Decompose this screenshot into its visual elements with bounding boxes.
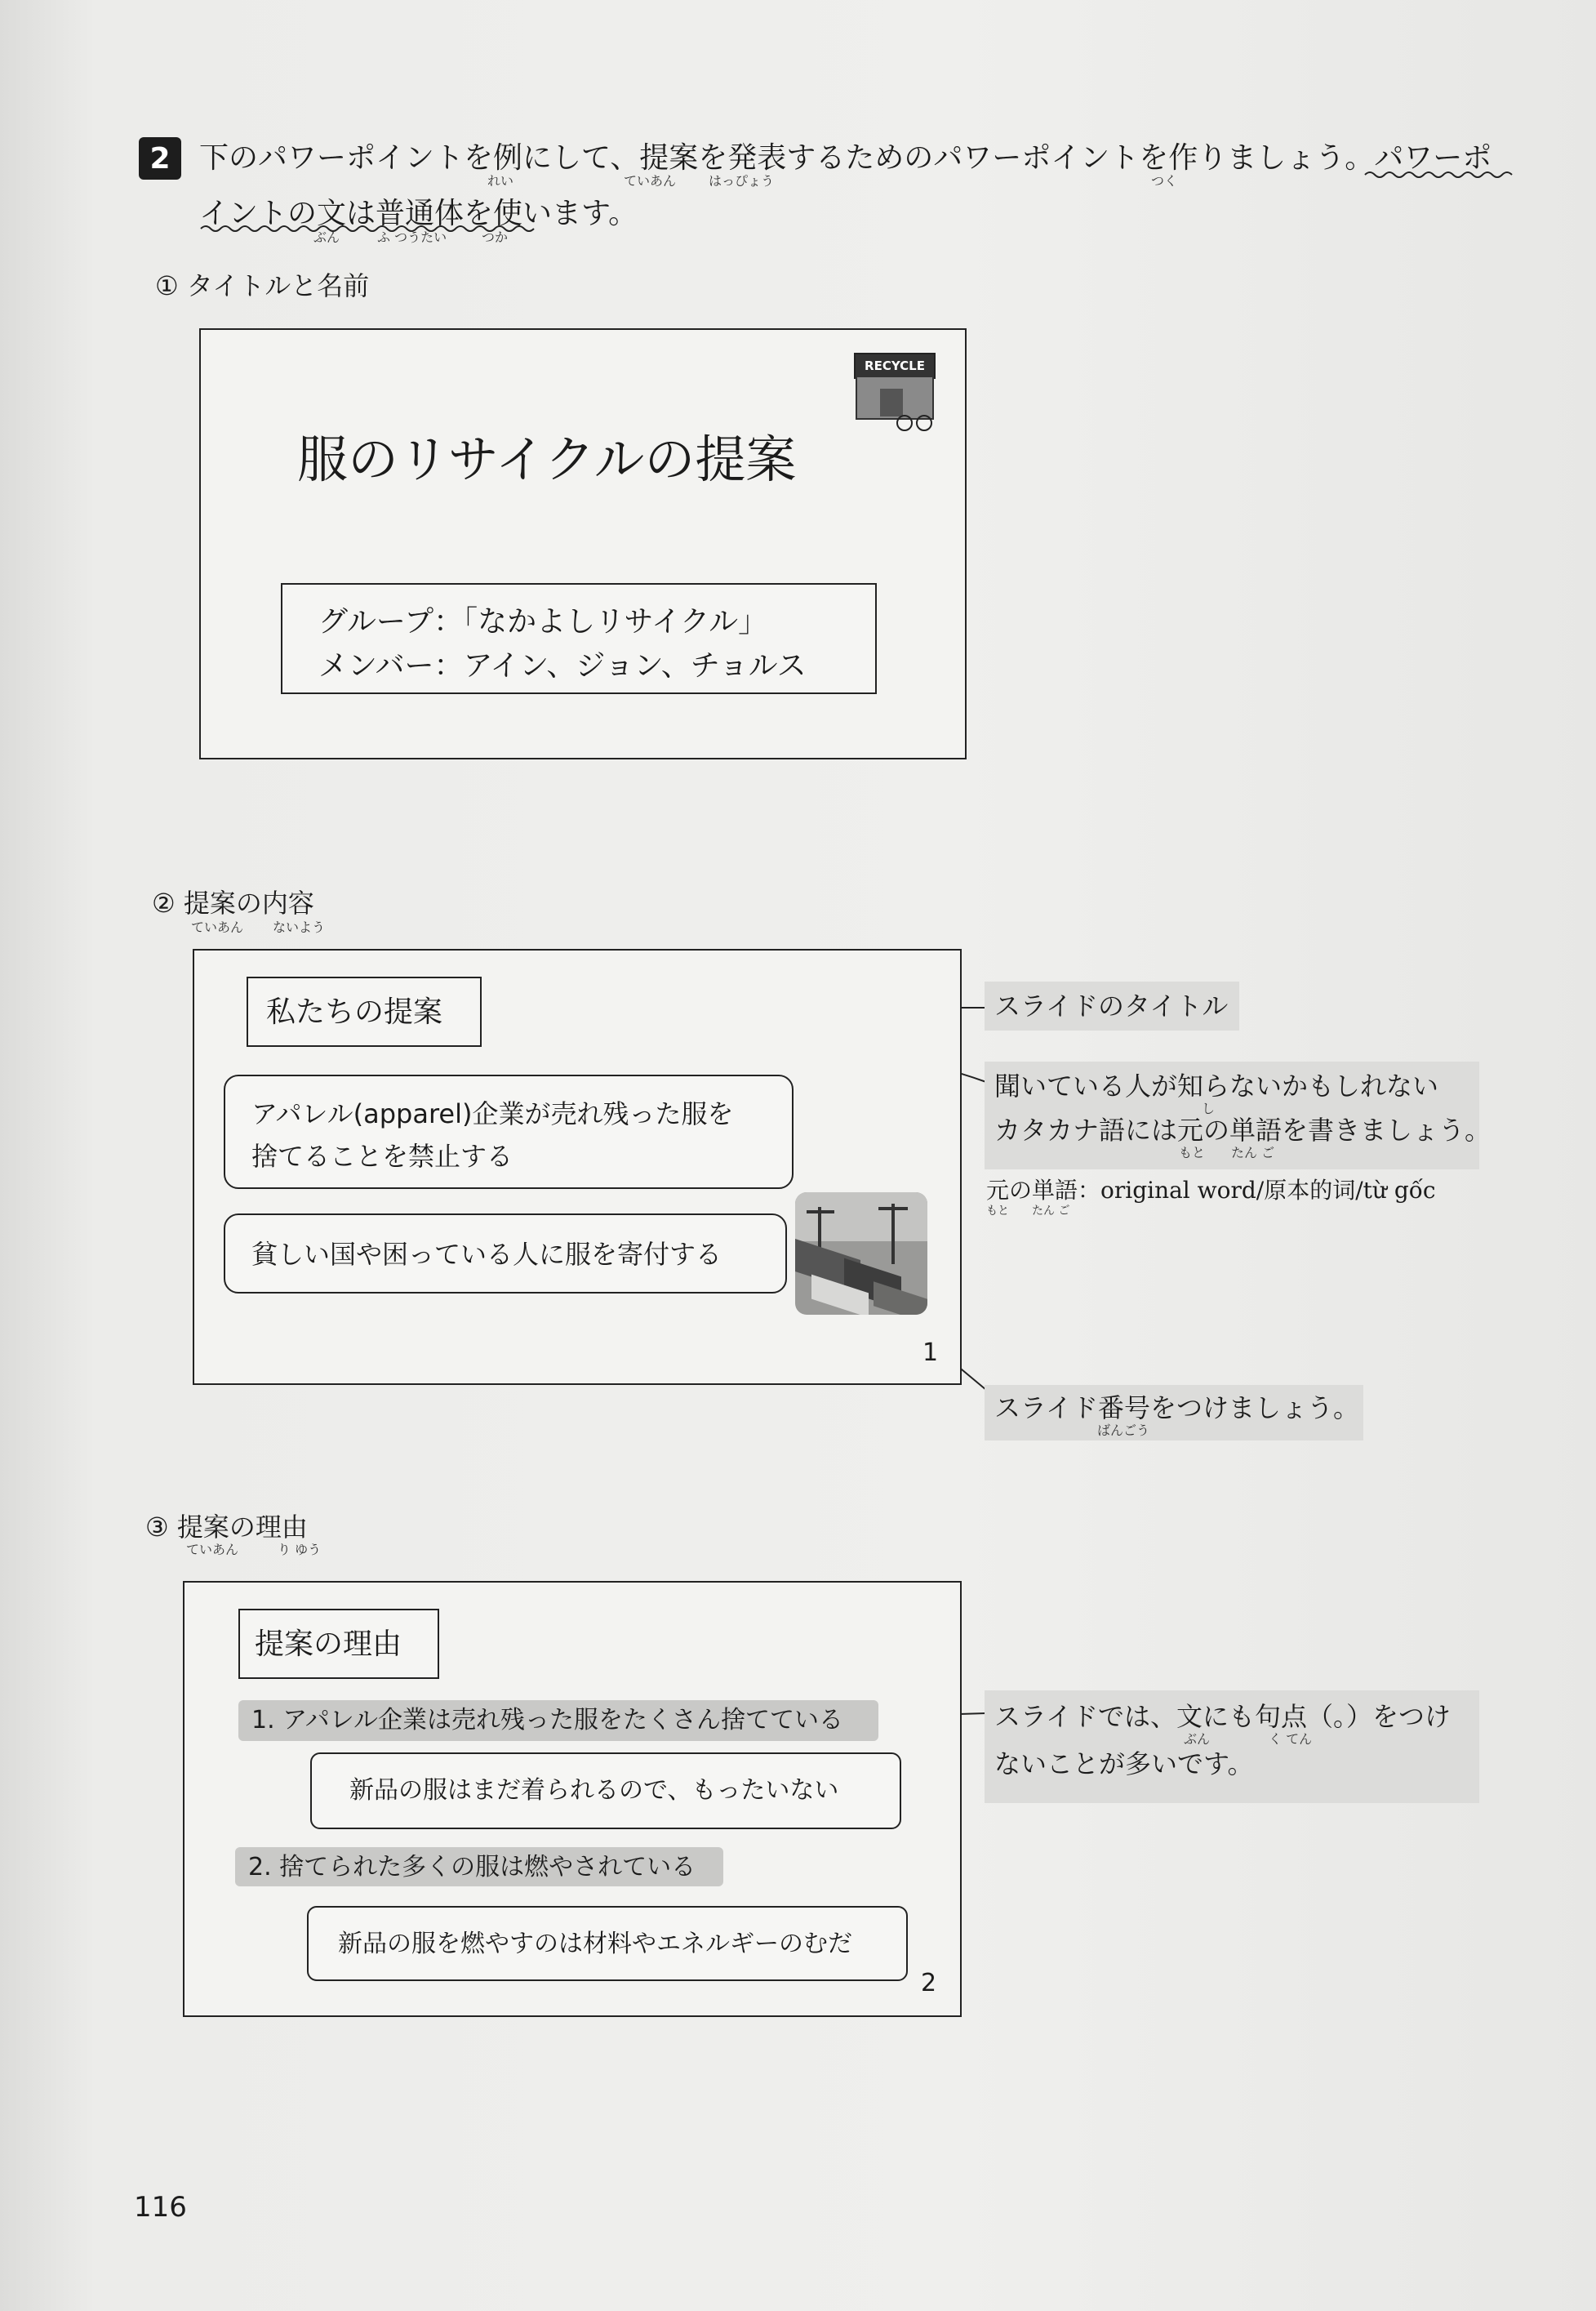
slide2-page-number: 1 xyxy=(922,1338,939,1367)
recycle-sign-text: RECYCLE xyxy=(865,358,925,373)
proposal-item-2-text: 貧しい国や困っている人に服を寄付する xyxy=(251,1239,722,1270)
slide-proposal-content xyxy=(193,949,962,1385)
wavy-underline-1 xyxy=(1365,172,1512,177)
note-katakana-line1: 聞いている人が知らないかもしれない xyxy=(994,1071,1439,1102)
section1-heading: ① タイトルと名前 xyxy=(155,270,370,301)
slide-title-name xyxy=(199,328,967,759)
ruby-tsuku: つく xyxy=(1151,173,1178,189)
proposal-item-1-line2: 捨てることを禁止する xyxy=(251,1141,513,1172)
note-slide-title-text: スライドのタイトル xyxy=(994,991,1229,1022)
proposal-item-1-line1: アパレル(apparel)企業が売れ残った服を xyxy=(251,1098,734,1129)
group-line: グループ：「なかよしリサイクル」 xyxy=(318,605,768,639)
note-katakana-ruby1: し xyxy=(1202,1101,1216,1116)
section2-ruby-2: ないよう xyxy=(273,920,326,935)
instruction-line-1: 下のパワーポイントを例にして、提案を発表するためのパワーポイントを作りましょう。パワーポ xyxy=(199,141,1492,175)
proposal-item-2 xyxy=(224,1213,787,1294)
note-period-ruby1: ぶん xyxy=(1184,1731,1211,1747)
ruby-happyou: はっぴょう xyxy=(709,173,775,189)
recycle-door xyxy=(880,389,903,416)
bicycle-icon xyxy=(896,413,932,430)
note-period xyxy=(985,1690,1479,1803)
slide1-title: 服のリサイクルの提案 xyxy=(297,430,797,489)
reason-2-detail-box xyxy=(307,1906,908,1981)
note-slide-number xyxy=(985,1385,1363,1440)
slide1-names-box xyxy=(281,583,877,694)
note-slide-number-ruby: ばんごう xyxy=(1097,1423,1150,1438)
note-katakana-line2: カタカナ語には元の単語を書きましょう。 xyxy=(994,1115,1492,1146)
reason-2-detail: 新品の服を燃やすのは材料やエネルギーのむだ xyxy=(338,1930,852,1958)
section3-heading: ③ 提案の理由 xyxy=(145,1512,308,1543)
page-number: 116 xyxy=(134,2191,187,2224)
note-katakana xyxy=(985,1062,1492,1169)
proposal-item-1 xyxy=(224,1075,794,1189)
reason-1-highlight xyxy=(238,1700,878,1741)
vocab-ruby: もと たん ご xyxy=(986,1204,1070,1218)
wavy-underline-2 xyxy=(201,226,534,231)
slide-reasons xyxy=(183,1581,962,2017)
note-katakana-ruby2: もと たん ご xyxy=(1179,1145,1275,1160)
reason-1-detail-box xyxy=(310,1752,901,1829)
ruby-bun: ぶん xyxy=(313,229,340,245)
ruby-teian: ていあん xyxy=(624,173,677,189)
section2-ruby-1: ていあん xyxy=(191,920,244,935)
note-slide-number-text: スライド番号をつけましょう。 xyxy=(994,1392,1360,1423)
exercise-number: 2 xyxy=(149,141,171,176)
recycle-illustration xyxy=(851,353,937,431)
note-period-line2: ないことが多いです。 xyxy=(994,1748,1254,1779)
vocab-line: 元の単語：original word/原本的词/từ gốc xyxy=(986,1177,1436,1204)
cranes-photo xyxy=(795,1192,927,1315)
ruby-tsuka: つか xyxy=(482,229,509,245)
ruby-futsuutai: ふ つうたい xyxy=(377,229,447,245)
reason-2-text: 2. 捨てられた多くの服は燃やされている xyxy=(248,1853,696,1881)
member-line: メンバー：アイン、ジョン、チョルス xyxy=(318,649,807,683)
instruction-line-2: イントの文は普通体を使います。 xyxy=(199,197,638,230)
note-period-line1: スライドでは、文にも句点（。）をつけ xyxy=(994,1701,1452,1732)
note-period-ruby2: く てん xyxy=(1269,1731,1313,1747)
section2-heading: ② 提案の内容 xyxy=(152,888,314,919)
note-slide-title xyxy=(985,982,1239,1031)
slide3-title-box xyxy=(238,1609,439,1679)
reason-1-detail: 新品の服はまだ着られるので、もったいない xyxy=(349,1776,839,1805)
ruby-rei: れい xyxy=(487,173,514,189)
section3-ruby-2: り ゆう xyxy=(278,1542,322,1557)
slide2-title-box xyxy=(247,977,482,1047)
slide3-page-number: 2 xyxy=(921,1969,937,1997)
section3-ruby-1: ていあん xyxy=(186,1542,239,1557)
reason-2-highlight xyxy=(235,1847,723,1886)
slide2-title: 私たちの提案 xyxy=(266,995,443,1029)
slide3-title: 提案の理由 xyxy=(255,1627,402,1661)
reason-1-text: 1. アパレル企業は売れ残った服をたくさん捨てている xyxy=(251,1706,844,1734)
